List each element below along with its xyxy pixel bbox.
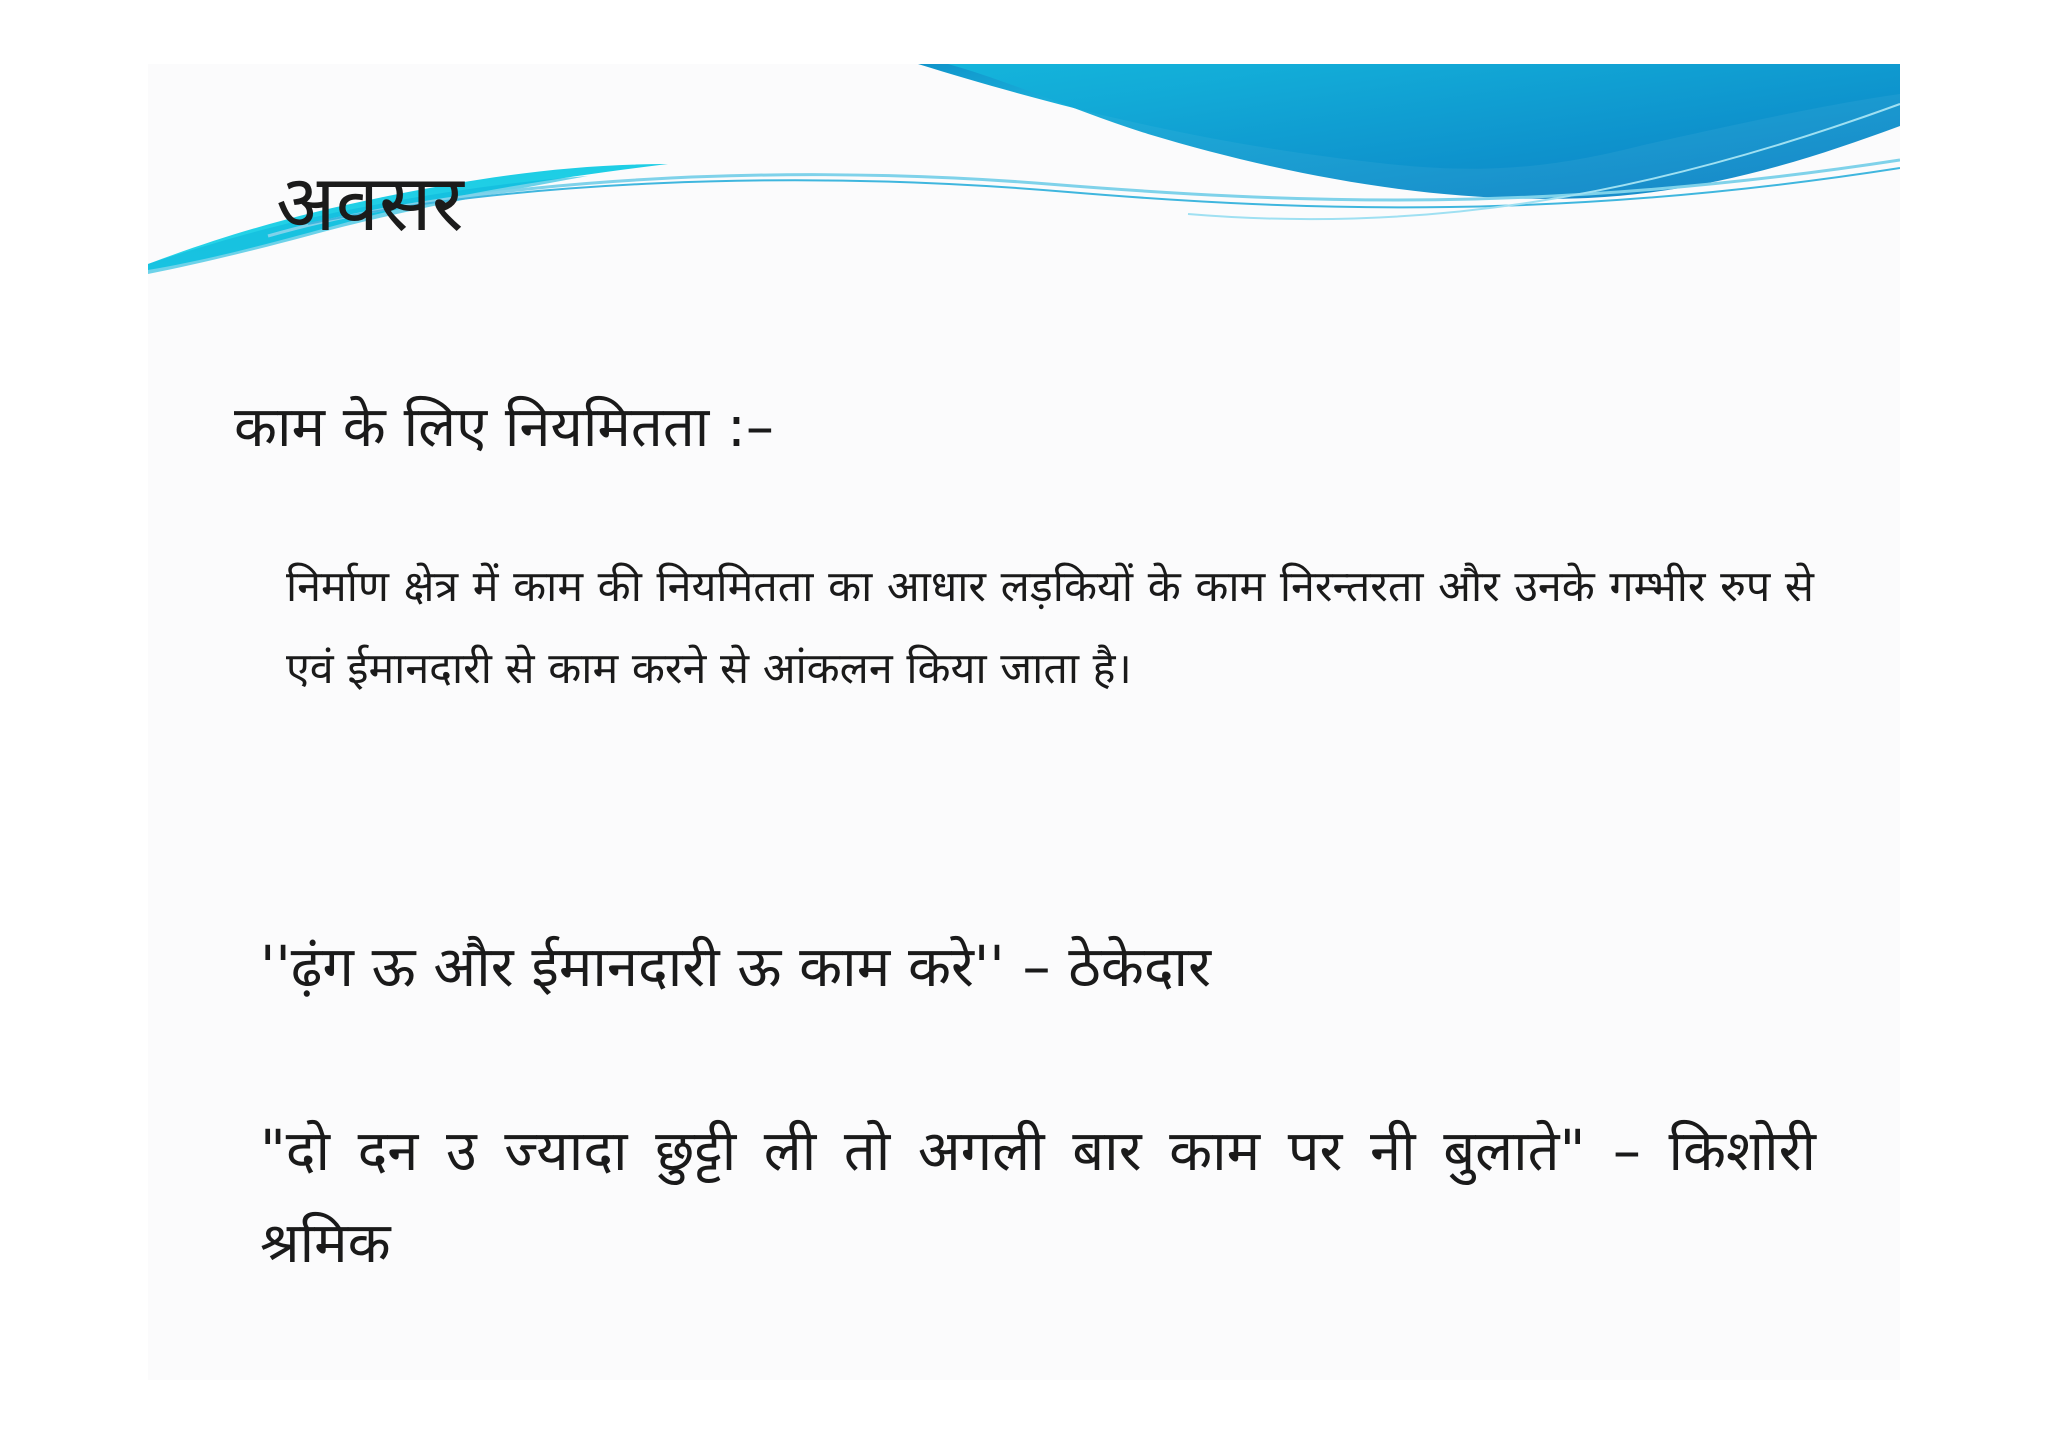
slide-title: अवसर	[276, 159, 464, 249]
section-heading: काम के लिए नियमितता :–	[234, 395, 774, 460]
contractor-quote: ''ढ़ंग ऊ और ईमानदारी ऊ काम करे'' – ठेकेदार	[260, 935, 1211, 1000]
worker-quote: "दो दन उ ज्यादा छुट्टी ली तो अगली बार काम पर नी बुलाते" – किशोरी श्रमिक	[260, 1119, 1816, 1276]
body-paragraph: निर्माण क्षेत्र में काम की नियमितता का आधार लड़कियों के काम निरन्तरता और उनके गम्भीर रुप से एवं ईमानदारी से काम करने से आंकलन किया जाता है।	[286, 562, 1814, 694]
slide	[148, 64, 1900, 1380]
